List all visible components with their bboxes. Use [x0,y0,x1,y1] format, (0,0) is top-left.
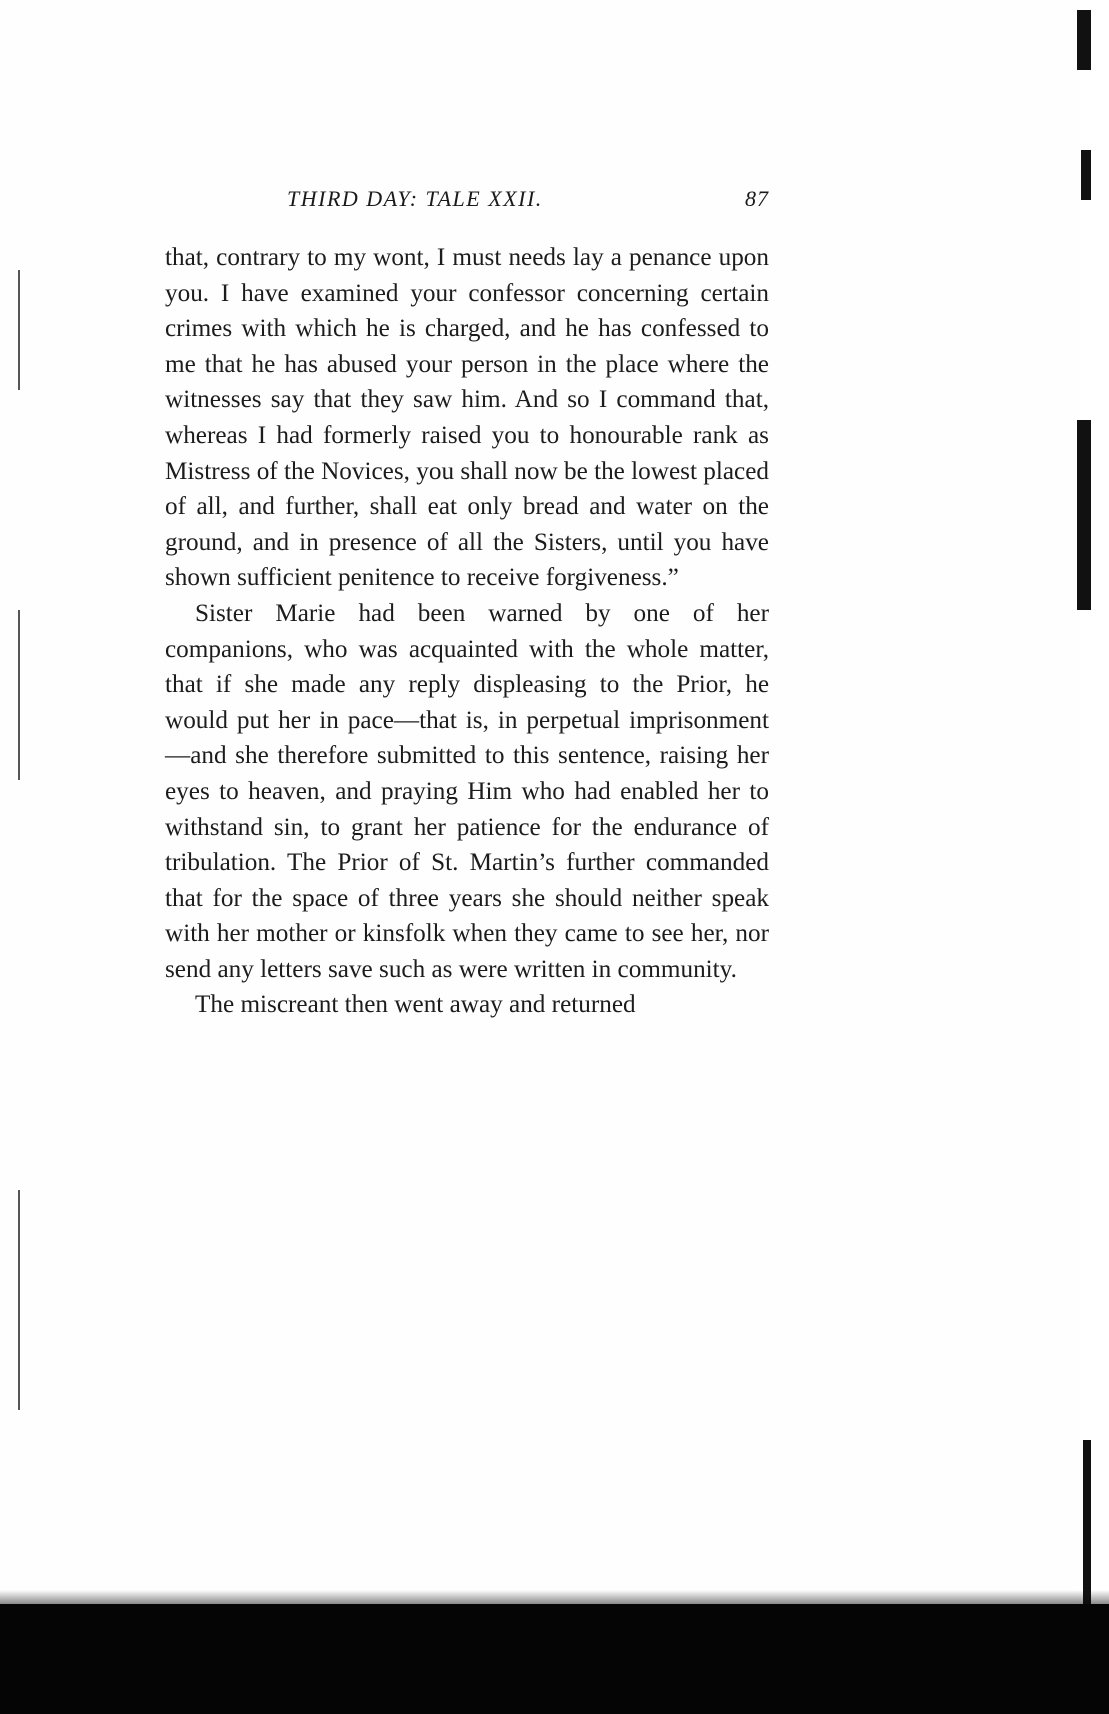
scan-artifact-mark [1081,150,1091,200]
paragraph: that, contrary to my wont, I must needs lay a penance upon you. I have examined your confessor concerning certain crimes with which he is charged, and he has confessed to me that he has abused your person in the place where the witnesses say that they saw him. And so I command that, whereas I had formerly raised you to honourable rank as Mistress of the Novices, you shall now be the lowest placed of all, and further, shall eat only bread and water on the ground, and in presence of all the Sisters, until you have shown sufficient penitence to receive forgiveness.” [165,244,769,592]
scan-artifact-mark [18,270,20,390]
paragraph: Sister Marie had been warned by one of her companions, who was acquainted with the whole matter, that if she made any reply displeasing to the Prior, he would put her in pace—that is, in perpetual imprisonment—and she therefore submitted to this sentence, raising her eyes to heaven, and praying Him who had enabled her to withstand sin, to grant her patience for the endurance of tribulation. The Prior of St. Martin’s further commanded that for the space of three years she should neither speak with her mother or kinsfolk when they came to see her, nor send any letters save such as were written in community. [165,599,769,983]
paragraph: The miscreant then went away and returned [195,991,636,1019]
scan-artifact-mark [1077,420,1091,610]
running-head: THIRD DAY: TALE XXII. [287,186,543,211]
scan-artifact-mark [18,1190,20,1410]
body-text [165,240,769,1023]
scan-artifact-mark [18,610,20,780]
scan-artifact-mark [1077,10,1091,70]
page-number: 87 [745,186,769,211]
page-bottom-edge [0,1604,1109,1714]
